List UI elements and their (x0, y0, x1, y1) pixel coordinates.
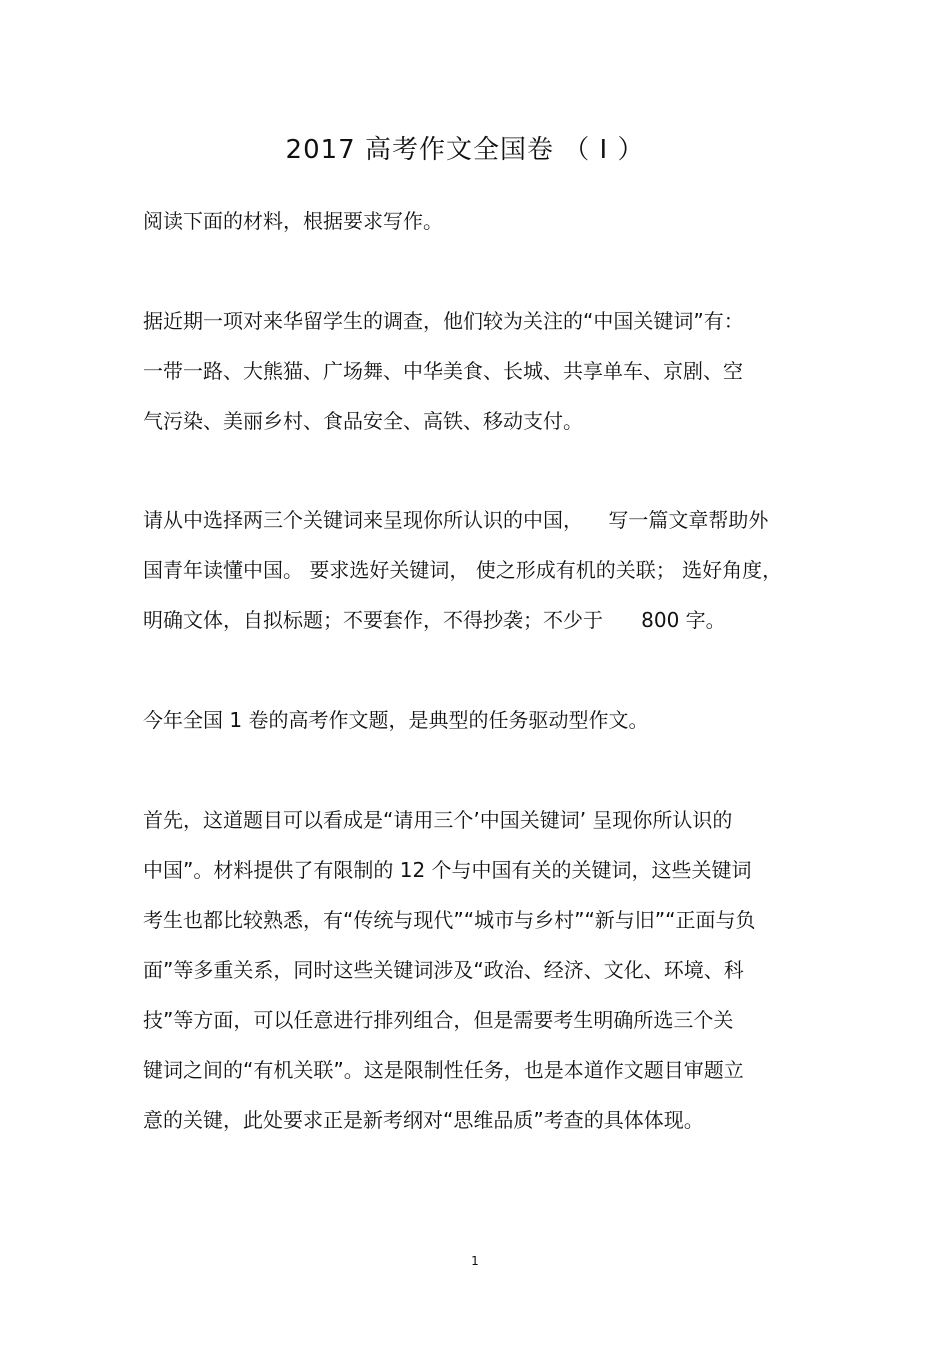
paragraph-line: 考生也都比较熟悉，有“传统与现代”“城市与乡村”“新与旧”“正面与负 (143, 908, 756, 932)
paragraph-line: 国青年读懂中国。 要求选好关键词， 使之形成有机的关联； 选好角度， (143, 558, 783, 582)
paragraph-line: 面”等多重关系，同时这些关键词涉及“政治、经济、文化、环境、科 (143, 958, 744, 982)
paragraph-line: 明确文体，自拟标题；不要套作，不得抄袭；不少于 800 字。 (143, 608, 726, 632)
intro-line: 阅读下面的材料，根据要求写作。 (143, 209, 443, 233)
paragraph-line: 中国”。材料提供了有限制的 12 个与中国有关的关键词，这些关键词 (143, 858, 752, 882)
paragraph-line: 首先，这道题目可以看成是“请用三个’中国关键词’ 呈现你所认识的 (143, 808, 733, 832)
paragraph-line: 今年全国 1 卷的高考作文题，是典型的任务驱动型作文。 (143, 708, 649, 732)
paragraph-line: 一带一路、大熊猫、广场舞、中华美食、长城、共享单车、京剧、空 (143, 359, 743, 383)
paragraph-line: 请从中选择两三个关键词来呈现你所认识的中国， 写一篇文章帮助外 (143, 508, 769, 532)
paragraph-line: 据近期一项对来华留学生的调查，他们较为关注的“中国关键词”有： (143, 309, 744, 333)
paragraph-line: 键词之间的“有机关联”。这是限制性任务，也是本道作文题目审题立 (143, 1058, 744, 1082)
page-number: 1 (471, 1254, 479, 1268)
paragraph-line: 技”等方面，可以任意进行排列组合，但是需要考生明确所选三个关 (143, 1008, 734, 1032)
paragraph-line: 意的关键，此处要求正是新考纲对“思维品质”考查的具体体现。 (143, 1108, 704, 1132)
paragraph-line: 气污染、美丽乡村、食品安全、高铁、移动支付。 (143, 409, 583, 433)
document-title: 2017 高考作文全国卷 （ Ⅰ ） (285, 135, 645, 165)
